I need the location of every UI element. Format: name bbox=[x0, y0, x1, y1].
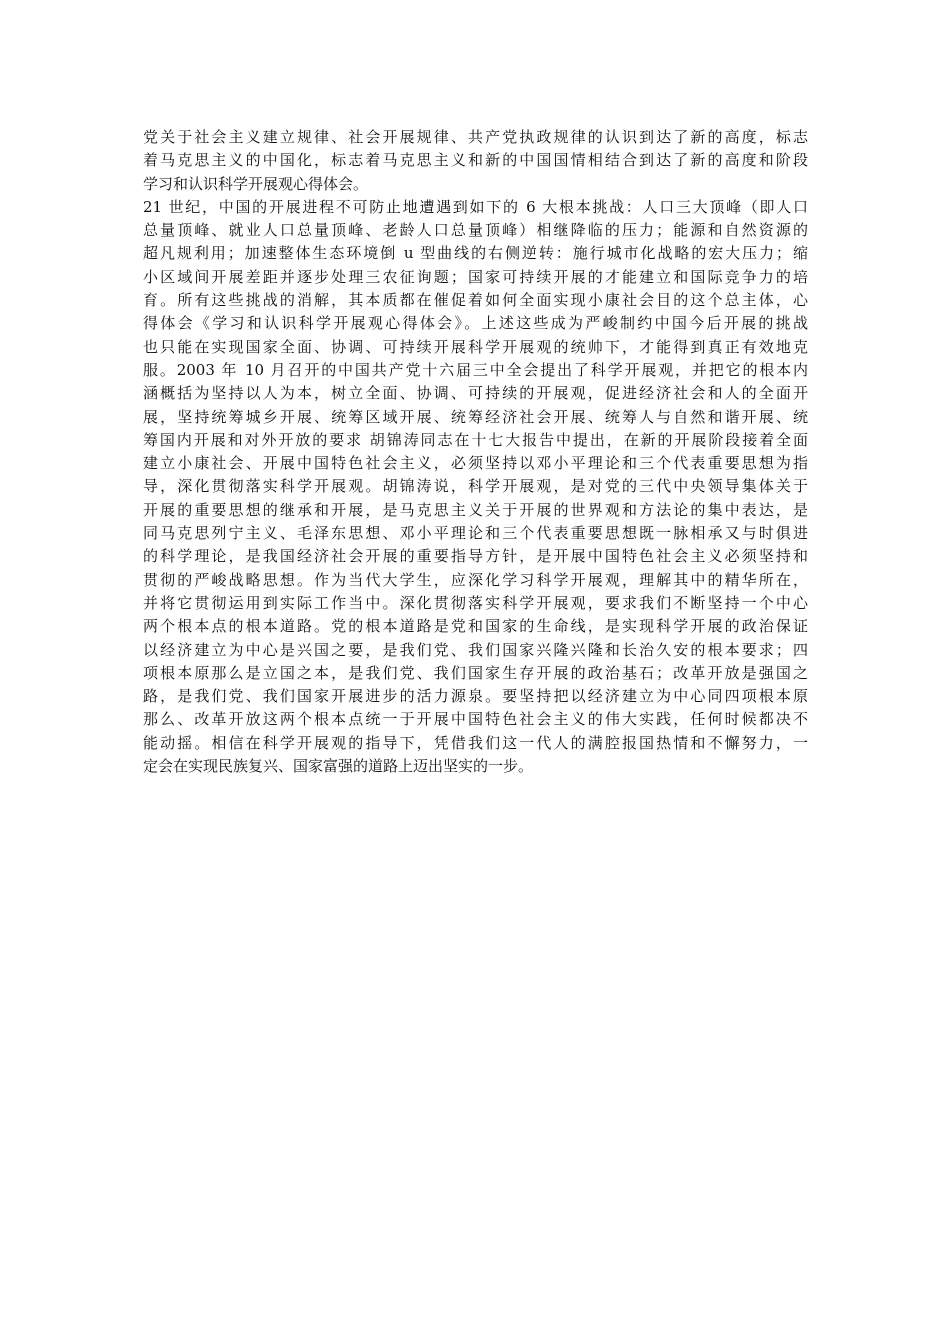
text-line: 路，是我们党、我们国家开展进步的活力源泉。要坚持把以经济建立为中心同四项根本原 bbox=[143, 687, 808, 706]
text-line: 项根本原那么是立国之本，是我们党、我们国家生存开展的政治基石；改革开放是强国之 bbox=[143, 663, 808, 682]
text-line: 超凡规利用；加速整体生态环境倒 u 型曲线的右侧逆转：施行城市化战略的宏大压力；缩 bbox=[143, 244, 808, 263]
text-line: 定会在实现民族复兴、国家富强的道路上迈出坚实的一步。 bbox=[143, 757, 534, 776]
text-line: 服。2003 年 10 月召开的中国共产党十六届三中全会提出了科学开展观，并把它的根本内 bbox=[143, 360, 808, 379]
text-line: 学习和认识科学开展观心得体会。 bbox=[143, 174, 369, 193]
text-line: 涵概括为坚持以人为本，树立全面、协调、可持续的开展观，促进经济社会和人的全面开 bbox=[143, 384, 808, 403]
text-line: 能动摇。相信在科学开展观的指导下，凭借我们这一代人的满腔报国热情和不懈努力，一 bbox=[143, 733, 808, 752]
text-line: 筹国内开展和对外开放的要求 胡锦涛同志在十七大报告中提出，在新的开展阶段接着全面 bbox=[143, 430, 808, 449]
text-line: 并将它贯彻运用到实际工作当中。深化贯彻落实科学开展观，要求我们不断坚持一个中心 bbox=[143, 593, 808, 612]
text-line: 育。所有这些挑战的消解，其本质都在催促着如何全面实现小康社会目的这个总主体，心 bbox=[143, 291, 808, 310]
text-line: 着马克思主义的中国化，标志着马克思主义和新的中国国情相结合到达了新的高度和阶段 bbox=[143, 151, 808, 170]
text-line: 同马克思列宁主义、毛泽东思想、邓小平理论和三个代表重要思想既一脉相承又与时俱进 bbox=[143, 524, 808, 543]
body-text bbox=[143, 126, 808, 778]
text-line: 那么、改革开放这两个根本点统一于开展中国特色社会主义的伟大实践，任何时候都决不 bbox=[143, 710, 808, 729]
text-line: 以经济建立为中心是兴国之要，是我们党、我们国家兴隆兴隆和长治久安的根本要求；四 bbox=[143, 640, 808, 659]
text-line: 开展的重要思想的继承和开展，是马克思主义关于开展的世界观和方法论的集中表达，是 bbox=[143, 500, 808, 519]
text-line: 贯彻的严峻战略思想。作为当代大学生，应深化学习科学开展观，理解其中的精华所在， bbox=[143, 570, 808, 589]
text-line: 得体会《学习和认识科学开展观心得体会》。上述这些成为严峻制约中国今后开展的挑战 bbox=[143, 314, 808, 333]
text-line: 建立小康社会、开展中国特色社会主义，必须坚持以邓小平理论和三个代表重要思想为指 bbox=[143, 454, 808, 473]
text-line: 也只能在实现国家全面、协调、可持续开展科学开展观的统帅下，才能得到真正有效地克 bbox=[143, 337, 808, 356]
text-line: 导，深化贯彻落实科学开展观。胡锦涛说，科学开展观，是对党的三代中央领导集体关于 bbox=[143, 477, 808, 496]
text-line: 总量顶峰、就业人口总量顶峰、老龄人口总量顶峰）相继降临的压力；能源和自然资源的 bbox=[143, 221, 808, 240]
text-line: 两个根本点的根本道路。党的根本道路是党和国家的生命线，是实现科学开展的政治保证 bbox=[143, 617, 808, 636]
text-line: 党关于社会主义建立规律、社会开展规律、共产党执政规律的认识到达了新的高度，标志 bbox=[143, 128, 808, 146]
text-line: 小区域间开展差距并逐步处理三农征询题；国家可持续开展的才能建立和国际竞争力的培 bbox=[143, 267, 808, 286]
text-line: 的科学理论，是我国经济社会开展的重要指导方针，是开展中国特色社会主义必须坚持和 bbox=[143, 547, 808, 566]
text-line: 21 世纪，中国的开展进程不可防止地遭遇到如下的 6 大根本挑战：人口三大顶峰（即人口 bbox=[143, 197, 808, 216]
text-line: 展，坚持统筹城乡开展、统筹区域开展、统筹经济社会开展、统筹人与自然和谐开展、统 bbox=[143, 407, 808, 426]
